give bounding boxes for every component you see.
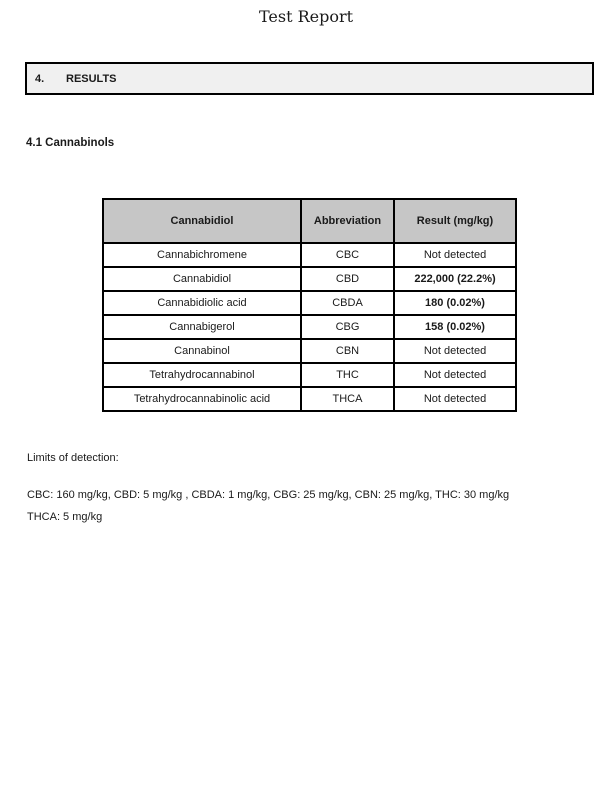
column-header-abbreviation: Abbreviation bbox=[301, 199, 394, 243]
section-header-results bbox=[25, 62, 594, 95]
cell-name: Tetrahydrocannabinolic acid bbox=[103, 387, 301, 411]
cell-name: Tetrahydrocannabinol bbox=[103, 363, 301, 387]
cell-result: Not detected bbox=[394, 387, 516, 411]
table-header-row bbox=[103, 199, 516, 243]
cell-result: Not detected bbox=[394, 243, 516, 267]
cell-result: Not detected bbox=[394, 363, 516, 387]
limits-of-detection-values: CBC: 160 mg/kg, CBD: 5 mg/kg , CBDA: 1 mg/kg, CBG: 25 mg/kg, CBN: 25 mg/kg, THC: 30 mg/kg bbox=[27, 489, 510, 501]
cell-abbr: THC bbox=[301, 363, 394, 387]
cell-name: Cannabidiol bbox=[103, 267, 301, 291]
table-row bbox=[103, 243, 516, 267]
section-label: RESULTS bbox=[66, 72, 117, 85]
cell-name: Cannabidiolic acid bbox=[103, 291, 301, 315]
table-row bbox=[103, 315, 516, 339]
page-title: Test Report bbox=[258, 7, 354, 26]
subsection-heading-cannabinols: 4.1 Cannabinols bbox=[26, 137, 115, 149]
table-row bbox=[103, 387, 516, 411]
limits-of-detection-label: Limits of detection: bbox=[27, 452, 119, 464]
cell-abbr: CBDA bbox=[301, 291, 394, 315]
table-row bbox=[103, 291, 516, 315]
column-header-cannabidiol: Cannabidiol bbox=[103, 199, 301, 243]
cell-result: 180 (0.02%) bbox=[394, 291, 516, 315]
cell-name: Cannabinol bbox=[103, 339, 301, 363]
cell-name: Cannabigerol bbox=[103, 315, 301, 339]
table-row bbox=[103, 267, 516, 291]
cell-result: 158 (0.02%) bbox=[394, 315, 516, 339]
cannabinoids-results-table bbox=[102, 198, 517, 412]
section-number: 4. bbox=[35, 72, 45, 85]
cell-result: 222,000 (22.2%) bbox=[394, 267, 516, 291]
cell-abbr: THCA bbox=[301, 387, 394, 411]
cell-abbr: CBN bbox=[301, 339, 394, 363]
column-header-result: Result (mg/kg) bbox=[394, 199, 516, 243]
cell-name: Cannabichromene bbox=[103, 243, 301, 267]
cell-abbr: CBG bbox=[301, 315, 394, 339]
limits-of-detection-values-continued: THCA: 5 mg/kg bbox=[27, 511, 103, 523]
cell-abbr: CBC bbox=[301, 243, 394, 267]
cell-result: Not detected bbox=[394, 339, 516, 363]
table-row bbox=[103, 363, 516, 387]
cell-abbr: CBD bbox=[301, 267, 394, 291]
table-row bbox=[103, 339, 516, 363]
